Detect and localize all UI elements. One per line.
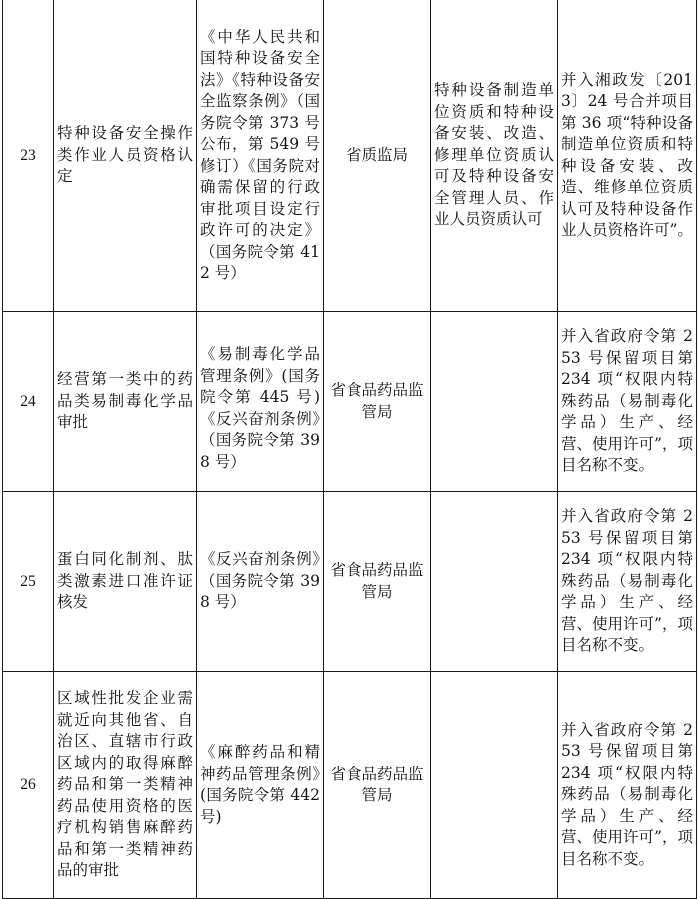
row-number: 23 (3, 0, 54, 312)
department: 省食品药品监管局 (324, 312, 431, 492)
item-name: 蛋白同化制剂、肽类激素进口准许证核发 (54, 492, 197, 672)
row-number: 25 (3, 492, 54, 672)
merged-item (431, 672, 558, 899)
legal-basis: 《易制毒化学品管理条例》(国务院令第 445 号)《反兴奋剂条例》（国务院令第 398 号） (197, 312, 324, 492)
item-name: 特种设备安全操作类作业人员资格认定 (54, 0, 197, 312)
department: 省食品药品监管局 (324, 672, 431, 899)
remark: 并入省政府令第 253 号保留项目第 234 项“权限内特殊药品（易制毒化学品）生产、经营、使用许可”，项目名称不变。 (558, 672, 697, 899)
merged-item: 特种设备制造单位资质和特种设备安装、改造、修理单位资质认可及特种设备安全管理人员、作业人员资质认可 (431, 0, 558, 312)
table-row (3, 0, 697, 312)
approval-items-table (2, 0, 697, 899)
department: 省食品药品监管局 (324, 492, 431, 672)
row-number: 26 (3, 672, 54, 899)
item-name: 区域性批发企业需就近向其他省、自治区、直辖市行政区域内的取得麻醉药品和第一类精神药品使用资格的医疗机构销售麻醉药品和第一类精神药品的审批 (54, 672, 197, 899)
table-row (3, 672, 697, 899)
remark: 并入湘政发〔2013〕24 号合并项目第 36 项“特种设备制造单位资质和特种设备安装、改造、维修单位资质认可及特种设备作业人员资格许可”。 (558, 0, 697, 312)
merged-item (431, 492, 558, 672)
row-number: 24 (3, 312, 54, 492)
remark: 并入省政府令第 253 号保留项目第 234 项“权限内特殊药品（易制毒化学品）生产、经营、使用许可”，项目名称不变。 (558, 312, 697, 492)
table-row (3, 492, 697, 672)
legal-basis: 《麻醉药品和精神药品管理条例》(国务院令第 442 号) (197, 672, 324, 899)
legal-basis: 《中华人民共和国特种设备安全法》《特种设备安全监察条例》（国务院令第 373 号公布，第 549 号修订）《国务院对确需保留的行政审批项目设定行政许可的决定》（国务院令第 412 号） (197, 0, 324, 312)
remark: 并入省政府令第 253 号保留项目第 234 项“权限内特殊药品（易制毒化学品）生产、经营、使用许可”，项目名称不变。 (558, 492, 697, 672)
merged-item (431, 312, 558, 492)
table-row (3, 312, 697, 492)
item-name: 经营第一类中的药品类易制毒化学品审批 (54, 312, 197, 492)
department: 省质监局 (324, 0, 431, 312)
legal-basis: 《反兴奋剂条例》（国务院令第 398 号） (197, 492, 324, 672)
